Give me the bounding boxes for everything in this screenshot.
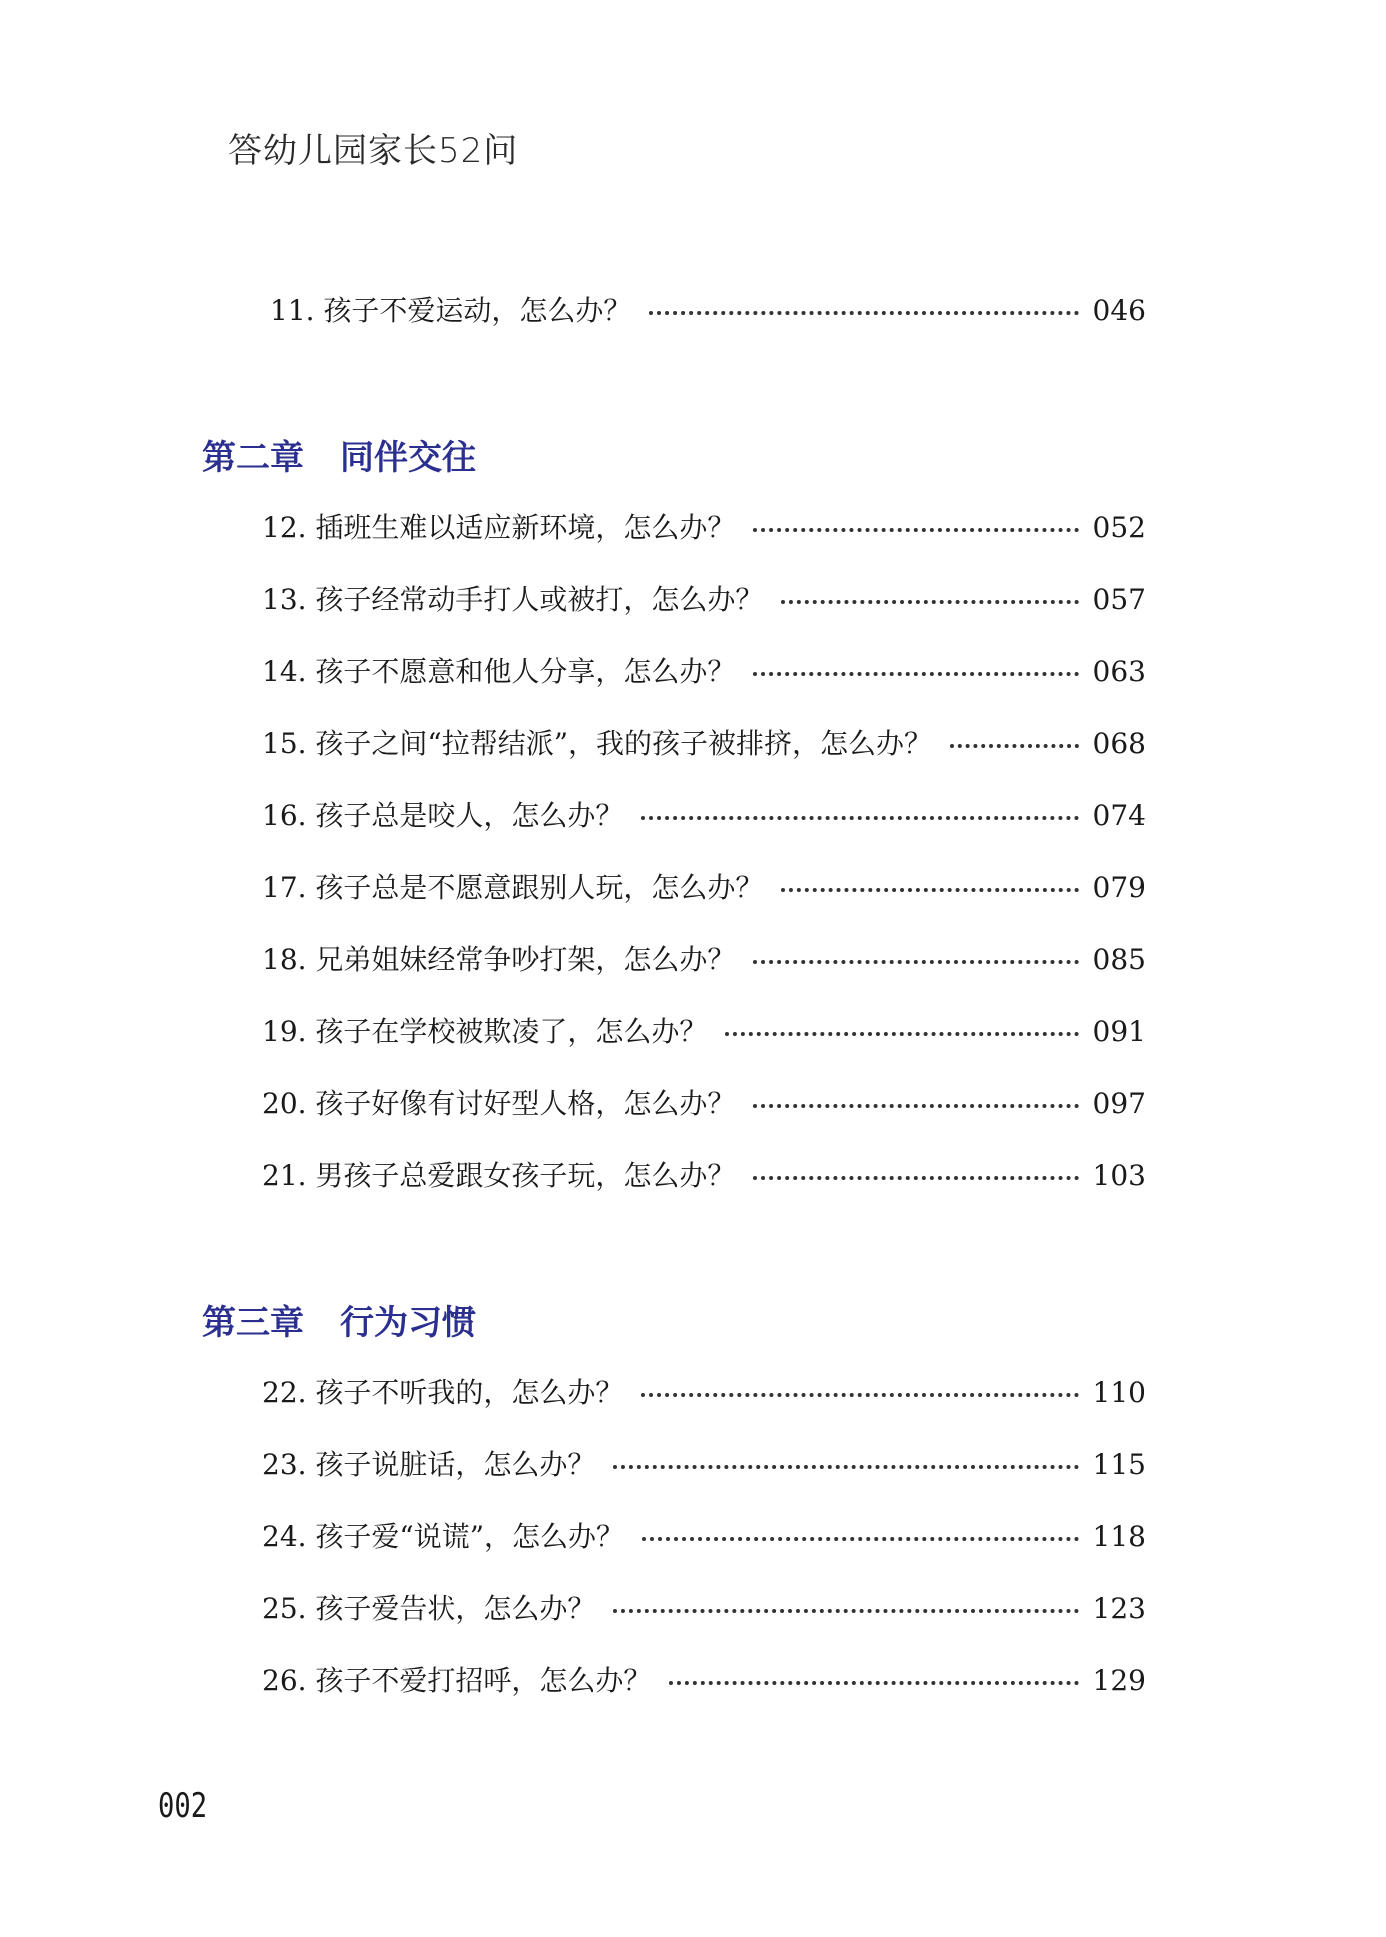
dot-leader bbox=[642, 1537, 1078, 1541]
toc-entry[interactable] bbox=[262, 936, 1146, 984]
toc-entry-page: 057 bbox=[1092, 583, 1146, 616]
dot-leader bbox=[753, 960, 1078, 964]
chapter-heading-3 bbox=[202, 1298, 476, 1348]
dot-leader bbox=[641, 816, 1078, 820]
toc-entry-page: 063 bbox=[1092, 655, 1146, 688]
dot-leader bbox=[725, 1032, 1078, 1036]
toc-entry-title: 20. 孩子好像有讨好型人格，怎么办？ bbox=[262, 1087, 736, 1120]
dot-leader bbox=[950, 744, 1078, 748]
toc-entry-page: 091 bbox=[1092, 1015, 1146, 1048]
toc-entry-page: 085 bbox=[1092, 943, 1146, 976]
toc-entry[interactable] bbox=[262, 648, 1146, 696]
dot-leader bbox=[641, 1393, 1078, 1397]
toc-entry[interactable] bbox=[262, 1513, 1146, 1561]
toc-entry[interactable] bbox=[262, 1369, 1146, 1417]
toc-entry-title: 24. 孩子爱“说谎”，怎么办？ bbox=[262, 1520, 625, 1553]
toc-entry-page: 110 bbox=[1092, 1376, 1146, 1409]
toc-entry-page: 074 bbox=[1092, 799, 1146, 832]
toc-entry[interactable] bbox=[270, 287, 1146, 335]
chapter-number: 第二章 bbox=[202, 438, 304, 478]
dot-leader bbox=[753, 1104, 1078, 1108]
toc-entry[interactable] bbox=[262, 1441, 1146, 1489]
toc-entry-title: 26. 孩子不爱打招呼，怎么办？ bbox=[262, 1664, 652, 1697]
chapter-heading-2 bbox=[202, 433, 476, 483]
toc-entry-page: 103 bbox=[1092, 1159, 1146, 1192]
toc-entry-title: 13. 孩子经常动手打人或被打，怎么办？ bbox=[262, 583, 764, 616]
toc-entry-title: 14. 孩子不愿意和他人分享，怎么办？ bbox=[262, 655, 736, 688]
dot-leader bbox=[753, 528, 1078, 532]
chapter-title: 同伴交往 bbox=[340, 438, 476, 478]
dot-leader bbox=[753, 672, 1078, 676]
chapter-title: 行为习惯 bbox=[340, 1303, 476, 1343]
dot-leader bbox=[669, 1681, 1078, 1685]
toc-entry[interactable] bbox=[262, 1585, 1146, 1633]
toc-entry[interactable] bbox=[262, 1008, 1146, 1056]
toc-entry-title: 21. 男孩子总爱跟女孩子玩，怎么办？ bbox=[262, 1159, 736, 1192]
dot-leader bbox=[613, 1609, 1078, 1613]
toc-entry-title: 11. 孩子不爱运动，怎么办？ bbox=[270, 294, 632, 327]
toc-entry[interactable] bbox=[262, 720, 1146, 768]
toc-entry-page: 115 bbox=[1092, 1448, 1146, 1481]
toc-entry[interactable] bbox=[262, 504, 1146, 552]
dot-leader bbox=[613, 1465, 1078, 1469]
toc-entry[interactable] bbox=[262, 1080, 1146, 1128]
toc-entry[interactable] bbox=[262, 864, 1146, 912]
dot-leader bbox=[781, 888, 1078, 892]
toc-entry-page: 129 bbox=[1092, 1664, 1146, 1697]
chapter-number: 第三章 bbox=[202, 1303, 304, 1343]
toc-entry[interactable] bbox=[262, 792, 1146, 840]
toc-entry[interactable] bbox=[262, 576, 1146, 624]
toc-entry-page: 068 bbox=[1092, 727, 1146, 760]
toc-entry-page: 079 bbox=[1092, 871, 1146, 904]
toc-entry-page: 097 bbox=[1092, 1087, 1146, 1120]
dot-leader bbox=[649, 311, 1078, 315]
toc-entry-title: 18. 兄弟姐妹经常争吵打架，怎么办？ bbox=[262, 943, 736, 976]
toc-entry-title: 19. 孩子在学校被欺凌了，怎么办？ bbox=[262, 1015, 708, 1048]
toc-entry-title: 16. 孩子总是咬人，怎么办？ bbox=[262, 799, 624, 832]
toc-entry-title: 22. 孩子不听我的，怎么办？ bbox=[262, 1376, 624, 1409]
toc-entry-title: 15. 孩子之间“拉帮结派”，我的孩子被排挤，怎么办？ bbox=[262, 727, 933, 760]
toc-entry[interactable] bbox=[262, 1657, 1146, 1705]
toc-entry-page: 118 bbox=[1092, 1520, 1146, 1553]
dot-leader bbox=[753, 1176, 1078, 1180]
toc-entry-page: 046 bbox=[1092, 294, 1146, 327]
toc-entry-title: 25. 孩子爱告状，怎么办？ bbox=[262, 1592, 596, 1625]
toc-entry[interactable] bbox=[262, 1152, 1146, 1200]
toc-entry-title: 17. 孩子总是不愿意跟别人玩，怎么办？ bbox=[262, 871, 764, 904]
running-head: 答幼儿园家长52问 bbox=[228, 131, 519, 171]
toc-entry-page: 123 bbox=[1092, 1592, 1146, 1625]
toc-entry-title: 23. 孩子说脏话，怎么办？ bbox=[262, 1448, 596, 1481]
page-number: 002 bbox=[158, 1786, 208, 1826]
dot-leader bbox=[781, 600, 1078, 604]
toc-entry-title: 12. 插班生难以适应新环境，怎么办？ bbox=[262, 511, 736, 544]
toc-entry-page: 052 bbox=[1092, 511, 1146, 544]
